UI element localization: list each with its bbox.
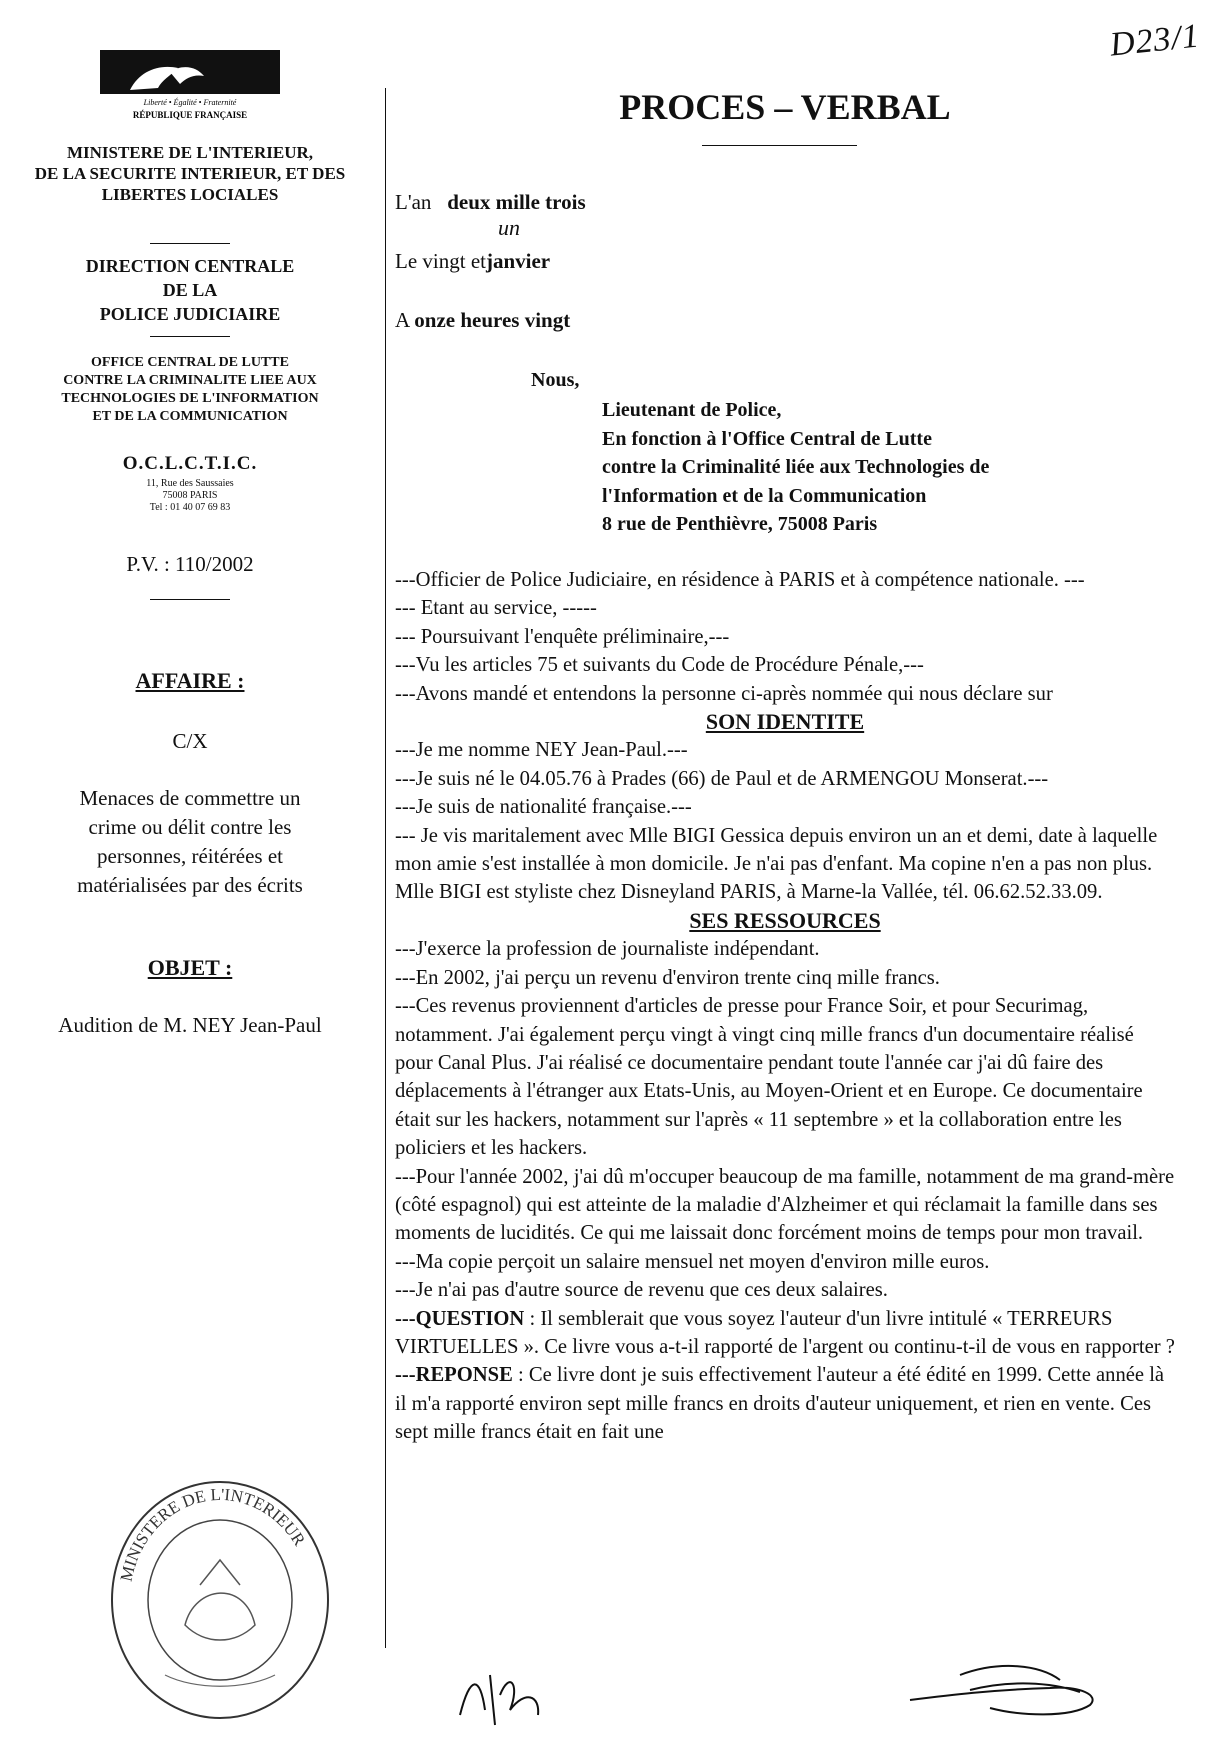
separator	[150, 336, 230, 337]
identity-paragraph: ---Je me nomme NEY Jean-Paul.---	[395, 739, 688, 762]
intro-paragraph: ---Vu les articles 75 et suivants du Code de Procédure Pénale,---	[395, 654, 924, 677]
title-underline	[702, 145, 857, 146]
resources-paragraph: ---Je n'ai pas d'autre source de revenu que ces deux salaires.	[395, 1279, 888, 1302]
column-divider	[385, 88, 386, 1648]
objet-label: OBJET :	[147, 955, 233, 980]
question-paragraph: ---QUESTION : Il semblerait que vous soyez l'auteur d'un livre intitulé « TERREURS VIRTUELLES ». Ce livre vous a-t-il rapporté de l'argent ou continu-t-il de vous en rapporter ?	[395, 1307, 1175, 1358]
marianne-logo	[100, 50, 280, 126]
resources-heading: SES RESSOURCES	[689, 907, 881, 933]
intro-paragraph: --- Etant au service, -----	[395, 597, 597, 620]
resources-paragraph: ---Ma copie perçoit un salaire mensuel net moyen d'environ mille euros.	[395, 1250, 990, 1273]
identity-paragraph: ---Je suis de nationalité française.---	[395, 796, 692, 819]
affaire-value: C/X	[172, 729, 208, 753]
intro-paragraph: ---Avons mandé et entendons la personne ci-après nommée qui nous déclare sur	[395, 682, 1053, 705]
officer-signature	[450, 1655, 570, 1735]
resources-paragraph: ---En 2002, j'ai perçu un revenu d'environ trente cinq mille francs.	[395, 966, 940, 989]
identity-heading: SON IDENTITE	[705, 709, 865, 735]
affaire-label: AFFAIRE :	[135, 668, 245, 693]
office-acronym: O.C.L.C.T.I.C.	[122, 453, 258, 474]
officer-identity: Lieutenant de Police, En fonction à l'Office Central de Lutte contre la Criminalité liée aux Technologies de l'Information et de la Communication 8 rue de Penthièvre, 75008 Paris	[602, 399, 990, 536]
charge-description: Menaces de commettre un crime ou délit contre les personnes, réitérées et matérialisées par des écrits	[77, 786, 303, 897]
pv-number: P.V. : 110/2002	[126, 552, 254, 576]
nous-label: Nous,	[531, 369, 580, 391]
resources-paragraph: ---Pour l'année 2002, j'ai dû m'occuper beaucoup de ma famille, notamment de ma grand-mère (côté espagnol) qui est atteinte de la maladie d'Alzheimer et qui réclamait la famille dans ses moments de lucidités. Ce qui me laissait donc forcément moins de temps pour mon travail.	[395, 1165, 1175, 1245]
identity-paragraph: --- Je vis maritalement avec Mlle BIGI Gessica depuis environ un an et demi, date à laquelle mon amie s'est installée à mon domicile. Je n'ai pas d'enfant. Ma copine n'en a pas non plus. Mlle BIGI est styliste chez Disneyland PARIS, à Marne-la Vallée, tél. 06.62.52.33.09.	[395, 824, 1158, 904]
intro-paragraph: --- Poursuivant l'enquête préliminaire,---	[395, 625, 730, 648]
time-line: A onze heures vingt	[395, 308, 571, 332]
witness-signature	[900, 1650, 1140, 1730]
ministry-stamp	[105, 1475, 335, 1725]
document-title: PROCES – VERBAL	[619, 87, 951, 127]
ministry-name: MINISTERE DE L'INTERIEUR, DE LA SECURITE INTERIEUR, ET DES LIBERTES LOCIALES	[34, 143, 346, 204]
date-line: Le vingt etjanvier	[395, 249, 551, 273]
resources-paragraph: ---J'exerce la profession de journaliste indépendant.	[395, 938, 820, 961]
office-address: 11, Rue des Saussaies 75008 PARIS Tel : 01 40 07 69 83	[146, 478, 234, 513]
statement-body	[395, 566, 1175, 1447]
handwritten-correction: un	[498, 215, 520, 240]
year-line: L'an deux mille trois	[395, 190, 586, 214]
intro-paragraph: ---Officier de Police Judiciaire, en résidence à PARIS et à compétence nationale. ---	[395, 569, 1085, 591]
answer-paragraph: ---REPONSE : Ce livre dont je suis effectivement l'auteur a été édité en 1999. Cette année là il m'a rapporté environ sept mille francs en droits d'auteur uniquement, et rien en vente. Ces sept mille francs était en fait une	[395, 1364, 1165, 1444]
resources-paragraph: ---Ces revenus proviennent d'articles de presse pour France Soir, et pour Securimag, notamment. J'ai également perçu vingt à vingt cinq mille francs d'un documentaire réalisé pour Canal Plus. J'ai réalisé ce documentaire pendant toute l'année car j'ai dû faire des déplacements à l'étranger aux Etats-Unis, au Moyen-Orient et en Europe. Ce documentaire était sur les hackers, notamment sur l'après « 11 septembre » et la collaboration entre les policiers et les hackers.	[395, 995, 1143, 1160]
separator	[150, 599, 230, 600]
office-name: OFFICE CENTRAL DE LUTTE CONTRE LA CRIMINALITE LIEE AUX TECHNOLOGIES DE L'INFORMATION ET DE LA COMMUNICATION	[61, 355, 319, 424]
handwritten-reference: D23/1	[1108, 17, 1202, 64]
svg-text:MINISTERE DE L'INTERIEUR: MINISTERE DE L'INTERIEUR	[116, 1484, 310, 1584]
direction-name: DIRECTION CENTRALE DE LA POLICE JUDICIAIRE	[85, 256, 295, 324]
svg-text:Liberté • Égalité • Fraternité: Liberté • Égalité • Fraternité	[143, 98, 237, 107]
separator	[150, 243, 230, 244]
svg-text:RÉPUBLIQUE FRANÇAISE: RÉPUBLIQUE FRANÇAISE	[132, 110, 248, 120]
objet-value: Audition de M. NEY Jean-Paul	[58, 1013, 322, 1037]
identity-paragraph: ---Je suis né le 04.05.76 à Prades (66) de Paul et de ARMENGOU Monserat.---	[395, 767, 1049, 790]
